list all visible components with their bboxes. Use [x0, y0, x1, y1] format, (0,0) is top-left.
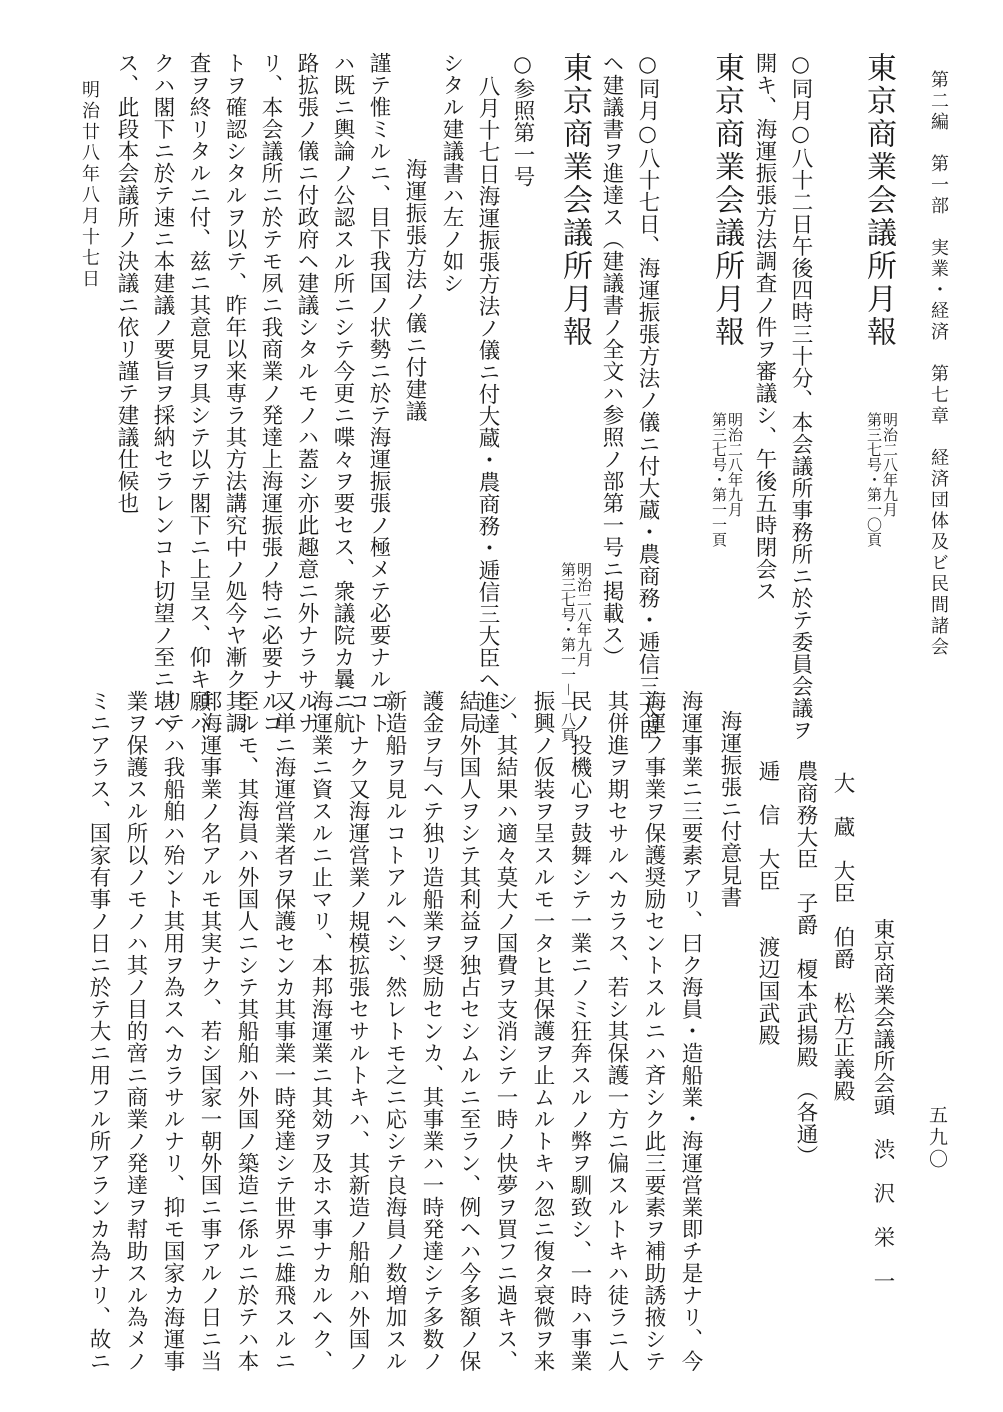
source-date-3: 明治二八年九月	[575, 562, 593, 667]
opinion-title: 海運振張ニ付意見書	[717, 710, 742, 908]
source-citation-1: 第三七号・第一〇頁	[865, 412, 883, 547]
source-date-2: 明治二八年九月	[726, 412, 744, 517]
opinion-body-line: リテハ我船舶ハ殆ント其用ヲ為スヘカラサルナリ、抑モ国家カ海運事	[160, 690, 185, 1372]
addressee-communications: 逓 信 大臣 渡辺国武殿	[755, 760, 780, 1046]
opinion-body-line: シ、其結果ハ適々莫大ノ国費ヲ支消シテ一時ノ快夢ヲ買フニ過キス、	[493, 690, 518, 1372]
opinion-body-line: 至ルモ、其海員ハ外国人ニシテ其船舶ハ外国ノ築造ニ係ルニ於テハ本	[234, 690, 259, 1372]
proposal-body-line: トヲ確認シタルヲ以テ、昨年以来専ラ其方法講究中ノ処今ヤ漸ク其調	[222, 52, 247, 734]
source-citation-3: 第三七号・第一一－一八頁	[559, 562, 577, 743]
addressee-finance: 大 蔵 大臣 伯爵 松方正義殿	[830, 772, 855, 1102]
proposal-body-line: 謹テ惟ミルニ、目下我国ノ状勢ニ於テ海運振張ノ極メテ必要ナルコト	[366, 52, 391, 734]
proposal-body-line: ハ既ニ輿論ノ公認スル所ニシテ今更ニ喋々ヲ要セス、衆議院カ曩ニ航	[330, 52, 355, 734]
opinion-body-line: 振興ノ仮装ヲ呈スルモ一タヒ其保護ヲ止ムルトキハ忽ニ復タ衰微ヲ来	[530, 690, 555, 1372]
entry-2-line-2: ヘ建議書ヲ進達ス（建議書ノ全文ハ参照ノ部第一号ニ掲載ス）	[599, 52, 624, 668]
proposal-subtitle: 海運振張方法ノ儀ニ付建議	[402, 158, 427, 422]
running-header: 第二編 第一部 実業・経済 第七章 経済団体及ビ民間諸会	[928, 70, 949, 658]
source-title-2: 東京商業会議所月報	[709, 52, 744, 349]
reference-label: ○参照第一号	[510, 52, 535, 188]
proposal-date: 明治廿八年八月十七日	[79, 80, 100, 290]
source-date-1: 明治二八年九月	[881, 412, 899, 517]
addressee-agriculture-commerce: 農商務大臣 子爵 榎本武揚殿 （各通）	[793, 760, 818, 1168]
opinion-body-line: 護金ヲ与ヘテ独リ造船業ヲ奨励センカ、其事業ハ一時発達シテ多数ノ	[419, 690, 444, 1372]
opinion-body-line: 其併進ヲ期セサルヘカラス、若シ其保護一方ニ偏スルトキハ徒ラニ人	[604, 690, 629, 1372]
opinion-body-line: 又単ニ海運営業者ヲ保護センカ其事業一時発達シテ世界ニ雄飛スルニ	[271, 690, 296, 1372]
proposal-body-line: リ、本会議所ニ於テモ夙ニ我商業ノ発達上海運振張ノ特ニ必要ナルコ	[258, 52, 283, 734]
source-citation-2: 第三七号・第一一頁	[710, 412, 728, 547]
proposal-body-line: ス、此段本会議所ノ決議ニ依リ謹テ建議仕候也	[114, 52, 139, 514]
opinion-body-line: 邦海運事業ノ名アルモ其実ナク、若シ国家一朝外国ニ事アルノ日ニ当	[197, 690, 222, 1372]
entry-1-line-1: ○同月○八十二日午後四時三十分、本会議所事務所ニ於テ委員会議ヲ	[788, 52, 813, 741]
source-title-1: 東京商業会議所月報	[861, 52, 896, 349]
opinion-body-line: 海運事業ニ三要素アリ、曰ク海員・造船業・海運営業即チ是ナリ、今	[678, 690, 703, 1372]
opinion-body-line: 海運ノ事業ヲ保護奨励セントスルニハ斉シク此三要素ヲ補助誘掖シテ	[641, 690, 666, 1372]
opinion-body-line: コトナク又海運営業ノ規模拡張セサルトキハ、其新造ノ船舶ハ外国ノ	[345, 690, 370, 1372]
entry-2-line-1: ○同月○八十七日、海運振張方法ノ儀ニ付大蔵・農商務・逓信三大臣	[635, 52, 660, 741]
signatory: 東京商業会議所会頭 渋 沢 栄 一	[870, 918, 895, 1292]
opinion-body-line: 海運業ニ資スルニ止マリ、本邦海運業ニ其効ヲ及ホス事ナカルヘク、	[308, 690, 333, 1372]
proposal-body-line: 査ヲ終リタルニ付、兹ニ其意見ヲ具シテ以テ閣下ニ上呈ス、仰キ願ハ	[186, 52, 211, 734]
source-title-3: 東京商業会議所月報	[557, 52, 592, 349]
opinion-body-line: 新造船ヲ見ルコトアルヘシ、然レトモ之ニ応シテ良海員ノ数増加スル	[382, 690, 407, 1372]
entry-3-line-1: 八月十七日海運振張方法ノ儀ニ付大蔵・農商務・逓信三大臣ヘ進達	[475, 75, 500, 735]
page-number: 五九〇	[926, 1105, 948, 1171]
opinion-body-line: 民ノ投機心ヲ鼓舞シテ一業ニノミ狂奔スルノ弊ヲ馴致シ、一時ハ事業	[567, 690, 592, 1372]
proposal-body-line: 路拡張ノ儀ニ付政府ヘ建議シタルモノハ蓋シ亦此趣意ニ外ナラサルナ	[294, 52, 319, 734]
proposal-body-line: クハ閣下ニ於テ速ニ本建議ノ要旨ヲ採納セラレンコト切望ノ至ニ堪ヘ	[150, 52, 175, 734]
entry-3-line-2: シタル建議書ハ左ノ如シ	[439, 52, 464, 294]
opinion-body-line: 業ヲ保護スル所以ノモノハ其ノ目的啻ニ商業ノ発達ヲ幇助スル為メノ	[123, 690, 148, 1372]
entry-1-line-2: 開キ、海運振張方法調査ノ件ヲ審議シ、午後五時閉会ス	[752, 52, 777, 602]
opinion-body-line: ミニアラス、国家有事ノ日ニ於テ大ニ用フル所アランカ為ナリ、故ニ	[86, 690, 111, 1372]
opinion-body-line: 結局外国人ヲシテ其利益ヲ独占セシムルニ至ラン、例ヘハ今多額ノ保	[456, 690, 481, 1372]
